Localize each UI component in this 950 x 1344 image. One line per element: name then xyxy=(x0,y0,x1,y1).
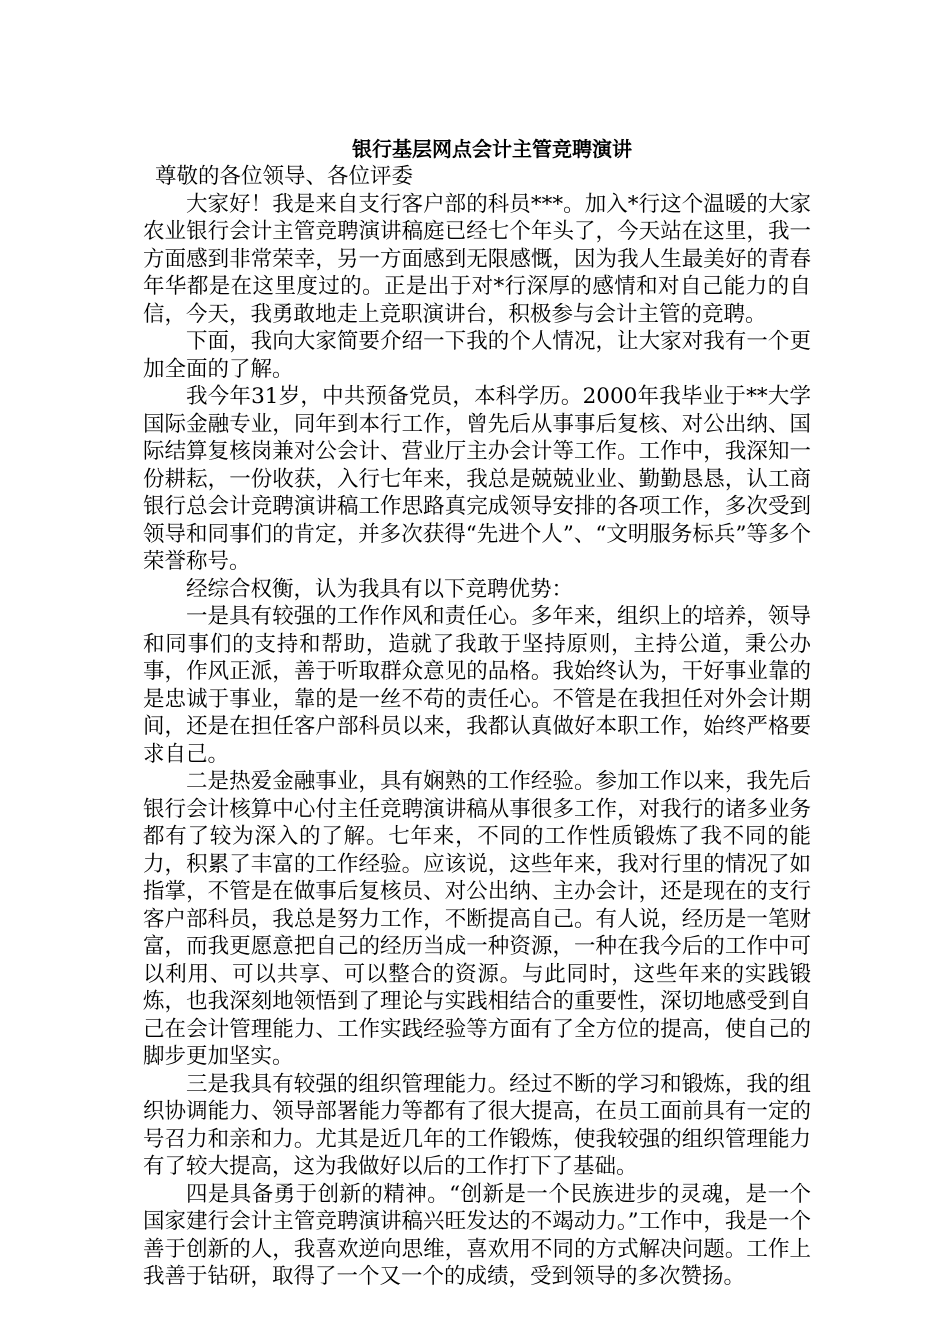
paragraph-advantage-three: 三是我具有较强的组织管理能力。经过不断的学习和锻炼，我的组织协调能力、领导部署能力等都有了很大提高，在员工面前具有一定的号召力和亲和力。尤其是近几年的工作锻炼，使我较强的组织管理能力有了较大提高，这为我做好以后的工作打下了基础。 xyxy=(143,1071,811,1179)
paragraph-advantage-one: 一是具有较强的工作作风和责任心。多年来，组织上的培养，领导和同事们的支持和帮助，造就了我敢于坚持原则，主持公道，秉公办事，作风正派，善于听取群众意见的品格。我始终认为，干好事业靠的是忠诚于事业，靠的是一丝不苟的责任心。不管是在我担任对外会计期间，还是在担任客户部科员以来，我都认真做好本职工作，始终严格要求自己。 xyxy=(143,604,811,767)
paragraph-background: 我今年31岁，中共预备党员，本科学历。2000年我毕业于**大学国际金融专业，同年到本行工作，曾先后从事事后复核、对公出纳、国际结算复核岗兼对公会计、营业厅主办会计等工作。工作中，我深知一份耕耘，一份收获，入行七年来，我总是兢兢业业、勤勤恳恳，认工商银行总会计竞聘演讲稿工作思路真完成领导安排的各项工作，多次受到领导和同事们的肯定，并多次获得“先进个人”、“文明服务标兵”等多个荣誉称号。 xyxy=(143,384,811,574)
paragraph-self-introduction: 下面，我向大家简要介绍一下我的个人情况，让大家对我有一个更加全面的了解。 xyxy=(143,329,811,382)
paragraph-advantage-two: 二是热爱金融事业，具有娴熟的工作经验。参加工作以来，我先后银行会计核算中心付主任竞聘演讲稿从事很多工作，对我行的诸多业务都有了较为深入的了解。七年来，不同的工作性质锻炼了我不同的能力，积累了丰富的工作经验。应该说，这些年来，我对行里的情况了如指掌，不管是在做事后复核员、对公出纳、主办会计，还是现在的支行客户部科员，我总是努力工作，不断提高自己。有人说，经历是一笔财富，而我更愿意把自己的经历当成一种资源，一种在我今后的工作中可以利用、可以共享、可以整合的资源。与此同时，这些年来的实践锻炼，也我深刻地领悟到了理论与实践相结合的重要性，深切地感受到自己在会计管理能力、工作实践经验等方面有了全方位的提高，使自己的脚步更加坚实。 xyxy=(143,769,811,1069)
document-page xyxy=(143,135,811,1291)
salutation: 尊敬的各位领导、各位评委 xyxy=(155,164,414,189)
paragraph-advantage-four: 四是具备勇于创新的精神。“创新是一个民族进步的灵魂，是一个国家建行会计主管竞聘演讲稿兴旺发达的不竭动力。”工作中，我是一个善于创新的人，我喜欢逆向思维，喜欢用不同的方式解决问题。工作上我善于钻研，取得了一个又一个的成绩，受到领导的多次赞扬。 xyxy=(143,1181,811,1289)
paragraph-advantages-lead: 经综合权衡，认为我具有以下竞聘优势： xyxy=(186,576,574,602)
paragraph-intro: 大家好！我是来自支行客户部的科员***。加入*行这个温暖的大家农业银行会计主管竞聘演讲稿庭已经七个年头了，今天站在这里，我一方面感到非常荣幸，另一方面感到无限感慨，因为我人生最美好的青春年华都是在这里度过的。正是出于对*行深厚的感情和对自己能力的自信，今天，我勇敢地走上竞职演讲台，积极参与会计主管的竞聘。 xyxy=(143,191,811,327)
document-title: 银行基层网点会计主管竞聘演讲 xyxy=(352,137,632,161)
